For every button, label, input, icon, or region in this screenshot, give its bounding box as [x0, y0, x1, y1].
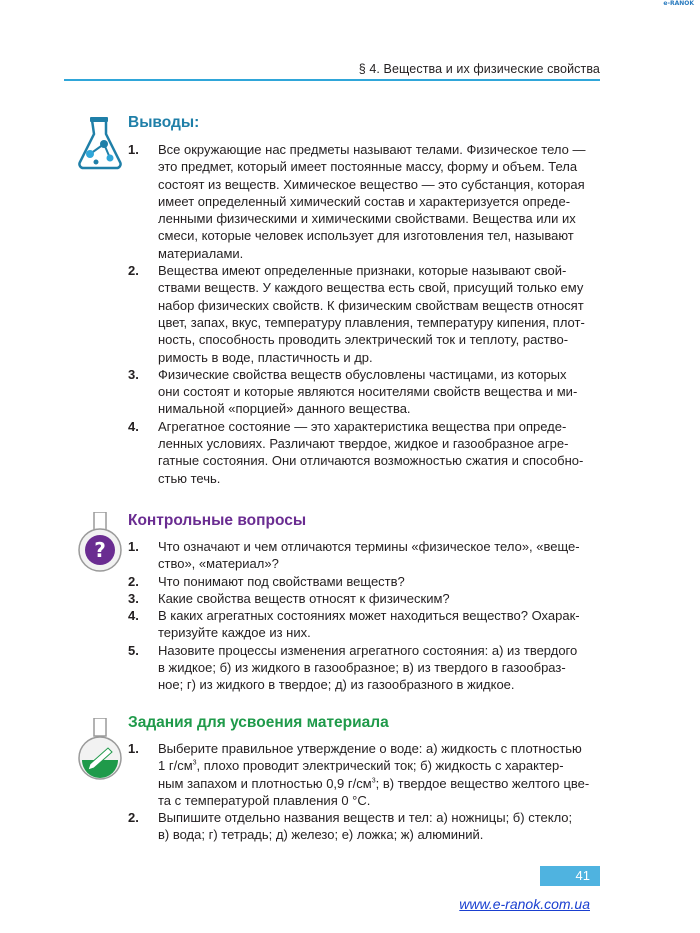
list-item: 2. Вещества имеют определенные признаки, которые называют свой- ствами веществ. У каждого вещества есть свой, присущий только ему набор физических свойств. К физическим свойствам веществ относят цвет, запах, вкус, температуру плавления, температуру кипения, плот- ность, способность проводить электрический ток и теплоту, раство- римость в воде, пластичность и др. — [128, 263, 585, 365]
flask-molecule-icon — [74, 116, 126, 172]
list-item: 2. Что понимают под свойствами веществ? — [128, 573, 405, 589]
flask-question-icon — [74, 512, 126, 568]
conclusions-list — [128, 141, 602, 487]
item-number: 1. — [128, 741, 139, 756]
conclusions-title: Выводы: — [128, 114, 200, 131]
item-number: 2. — [128, 573, 139, 589]
questions-title: Контрольные вопросы — [128, 512, 307, 529]
item-number: 4. — [128, 418, 139, 434]
page-number: 41 — [575, 868, 590, 883]
list-item: 1. Все окружающие нас предметы называют телами. Физическое тело — это предмет, который имеет постоянные массу, форму и объем. Тела состоят из веществ. Химическое вещество — это субстанция, которая имеет определенный химический состав и характеризуется опреде- ленными физическими и химическими свойствами. Вещества или их смеси, которые человек использует для изготовления тел, называют материалами. — [128, 142, 586, 261]
item-number: 2. — [128, 263, 139, 279]
publisher-corner-logo: e-RANOK — [663, 0, 694, 7]
svg-text:?: ? — [94, 538, 106, 562]
list-item: 3. Физические свойства веществ обусловлены частицами, из которых они состоят и которые являются носителями свойств вещества и ми- нимальной «порцией» данного вещества. — [128, 366, 578, 417]
list-item: 3. Какие свойства веществ относят к физическим? — [128, 590, 450, 606]
item-number: 5. — [128, 642, 139, 658]
item-number: 4. — [128, 608, 139, 624]
questions-list — [128, 538, 602, 694]
item-number: 2. — [128, 810, 139, 826]
tasks-title: Задания для усвоения материала — [128, 714, 389, 731]
page-number-box — [540, 866, 600, 886]
tasks-list — [128, 740, 602, 844]
list-item: 2. Выпишите отдельно названия веществ и тел: а) ножницы; б) стекло; в) вода; г) тетрадь; д) железо; е) ложка; ж) алюминий. — [128, 810, 573, 843]
running-head: § 4. Вещества и их физические свойства — [358, 62, 600, 76]
header-rule — [64, 79, 600, 81]
flask-pencil-icon — [74, 718, 126, 774]
list-item: 1. Выберите правильное утверждение о воде: а) жидкость с плотностью 1 $г/см^3$, плохо проводит электрический ток; б) жидкость с характер- ным запахом и плотностью 0,9 $г/см^3$; в) твердое вещество желтого цве- та с температурой плавления 0 °C. — [128, 741, 590, 808]
item-number: 3. — [128, 366, 139, 382]
publisher-website-link[interactable]: www.e-ranok.com.ua — [459, 896, 590, 912]
item-number: 1. — [128, 142, 139, 157]
list-item: 1. Что означают и чем отличаются термины «физическое тело», «веще- ство», «материал»? — [128, 539, 580, 572]
item-number: 3. — [128, 590, 139, 606]
list-item: 4. Агрегатное состояние — это характеристика вещества при опреде- ленных условиях. Различают твердое, жидкое и газообразное агре- гатные состояния. Они отличаются возможностью сжатия и способно- стью течь. — [128, 418, 584, 486]
list-item: 4. В каких агрегатных состояниях может находиться вещество? Охарак- теризуйте каждое из них. — [128, 608, 580, 641]
item-number: 1. — [128, 539, 139, 554]
list-item: 5. Назовите процессы изменения агрегатного состояния: а) из твердого в жидкое; б) из жидкого в газообразное; в) из твердого в газообраз- ное; г) из жидкого в твердое; д) из газообразного в жидкое. — [128, 642, 578, 693]
